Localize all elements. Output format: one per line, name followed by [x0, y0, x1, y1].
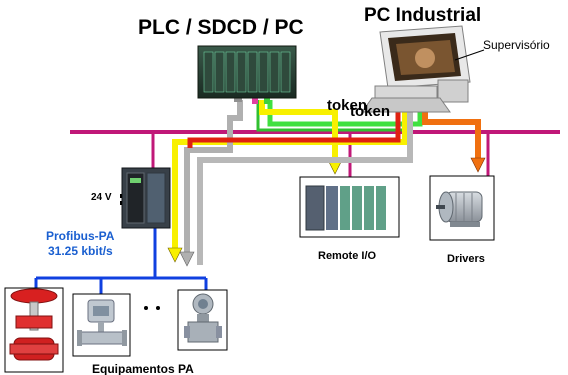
flowmeter-icon	[73, 294, 130, 356]
drivers-label: Drivers	[447, 253, 485, 265]
arrow-orange	[471, 158, 485, 172]
power-label: 24 V	[91, 192, 112, 203]
supervisorio-label: Supervisório	[483, 38, 550, 52]
equipamentos-label: Equipamentos PA	[92, 362, 194, 375]
pc-industrial-title: PC Industrial	[364, 5, 482, 26]
motor-drive-icon	[430, 176, 494, 240]
dp-pa-coupler-icon	[122, 168, 170, 228]
ellipsis-dot-1	[144, 306, 148, 310]
control-valve-icon	[5, 288, 63, 372]
remote-io-icon	[300, 177, 399, 237]
industrial-pc-icon	[362, 26, 470, 112]
plc-rack-icon	[198, 46, 296, 98]
remote-io-label: Remote I/O	[318, 250, 377, 262]
plc-title: PLC / SDCD / PC	[138, 16, 304, 39]
data-line-gray	[187, 100, 240, 252]
ellipsis-dot-2	[156, 306, 160, 310]
arrow-yellow-1	[168, 248, 182, 262]
token-label-2: token	[350, 103, 391, 120]
token-label-1: token	[327, 97, 368, 114]
profibus-label: Profibus-PA	[46, 229, 115, 243]
profibus-rate-label: 31.25 kbit/s	[48, 244, 113, 258]
arrow-gray-1	[180, 252, 194, 266]
pressure-transmitter-icon	[178, 290, 227, 350]
